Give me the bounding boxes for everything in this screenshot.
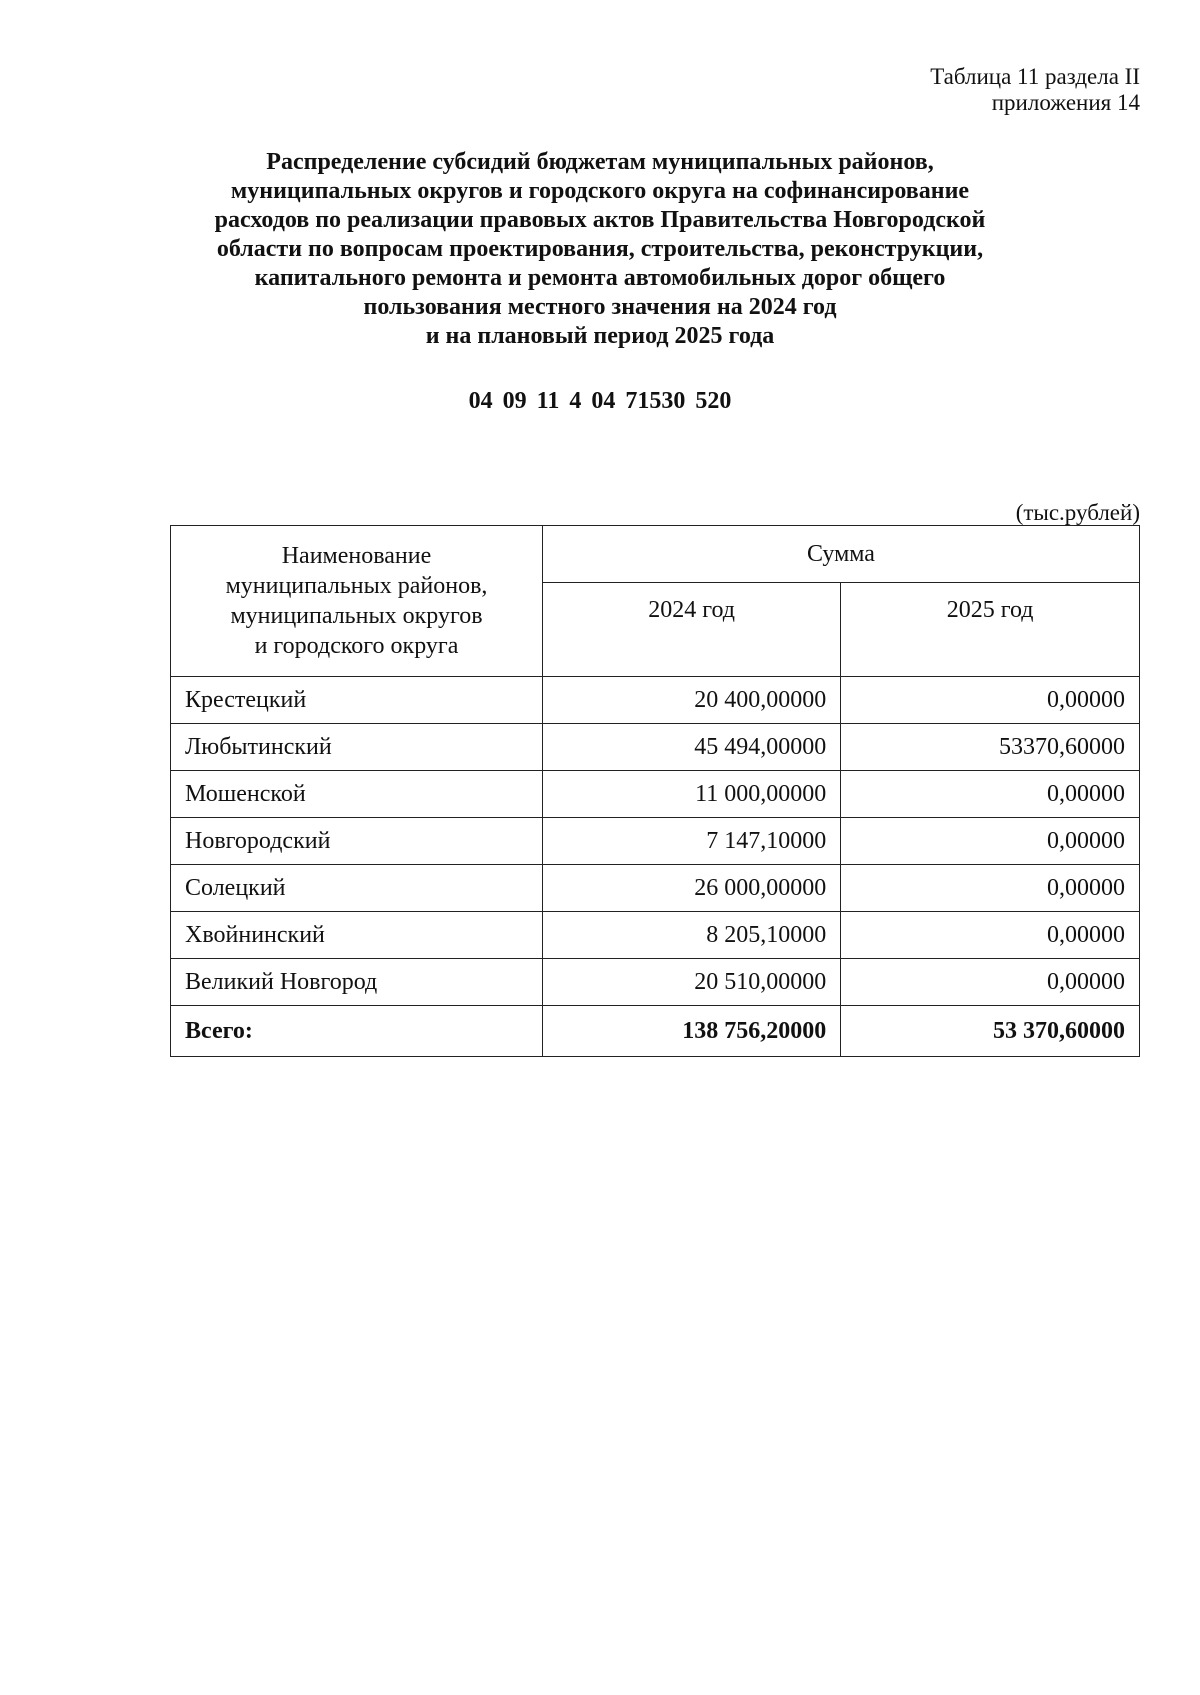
amount-2024: 7 147,10000 <box>542 818 840 865</box>
amount-2024: 20 510,00000 <box>542 959 840 1006</box>
name-header-line: муниципальных округов <box>230 603 483 629</box>
table-row <box>171 677 1140 724</box>
title-line: расходов по реализации правовых актов Правительства Новгородской <box>214 207 986 233</box>
district-name: Солецкий <box>171 865 543 912</box>
sum-column-header: Сумма <box>542 526 1139 583</box>
table-row <box>171 865 1140 912</box>
amount-2025: 0,00000 <box>841 865 1140 912</box>
table-row <box>171 818 1140 865</box>
title-line: и на плановый период 2025 года <box>425 323 775 349</box>
total-row <box>171 1006 1140 1057</box>
district-name: Хвойнинский <box>171 912 543 959</box>
title-line: Распределение субсидий бюджетам муниципальных районов, <box>266 149 934 175</box>
name-header-line: Наименование <box>281 543 432 569</box>
reference-line-2: приложения 14 <box>991 90 1140 115</box>
total-2024: 138 756,20000 <box>542 1006 840 1057</box>
district-name: Любытинский <box>171 724 543 771</box>
amount-2025: 0,00000 <box>841 959 1140 1006</box>
district-name: Новгородский <box>171 818 543 865</box>
district-name: Мошенской <box>171 771 543 818</box>
name-header-line: муниципальных районов, <box>225 573 488 599</box>
amount-2025: 0,00000 <box>841 818 1140 865</box>
table-header-row <box>171 526 1140 583</box>
total-label: Всего: <box>171 1006 543 1057</box>
title-line: муниципальных округов и городского округа на софинансирование <box>230 178 970 204</box>
title-line: капитального ремонта и ремонта автомобильных дорог общего <box>254 265 946 291</box>
amount-2025: 0,00000 <box>841 912 1140 959</box>
amount-2025: 0,00000 <box>841 771 1140 818</box>
amount-2024: 20 400,00000 <box>542 677 840 724</box>
table-row <box>171 724 1140 771</box>
reference-line-1: Таблица 11 раздела II <box>930 64 1140 89</box>
name-header-line: и городского округа <box>254 633 459 659</box>
title-line: области по вопросам проектирования, строительства, реконструкции, <box>216 236 984 262</box>
district-name: Крестецкий <box>171 677 543 724</box>
title-line: пользования местного значения на 2024 год <box>363 294 837 320</box>
total-2025: 53 370,60000 <box>841 1006 1140 1057</box>
name-column-header <box>171 526 543 677</box>
table-row <box>171 959 1140 1006</box>
amount-2025: 53370,60000 <box>841 724 1140 771</box>
amount-2024: 26 000,00000 <box>542 865 840 912</box>
amount-2024: 11 000,00000 <box>542 771 840 818</box>
units-label: (тыс.рублей) <box>1015 500 1140 525</box>
amount-2024: 45 494,00000 <box>542 724 840 771</box>
year-2025-header: 2025 год <box>841 583 1140 677</box>
table-row <box>171 771 1140 818</box>
amount-2024: 8 205,10000 <box>542 912 840 959</box>
subsidies-table <box>170 525 1140 1057</box>
document-title <box>130 148 1070 351</box>
amount-2025: 0,00000 <box>841 677 1140 724</box>
year-2024-header: 2024 год <box>542 583 840 677</box>
table-reference <box>930 64 1140 116</box>
budget-classification-code: 04 09 11 4 04 71530 520 <box>468 388 732 414</box>
district-name: Великий Новгород <box>171 959 543 1006</box>
table-row <box>171 912 1140 959</box>
